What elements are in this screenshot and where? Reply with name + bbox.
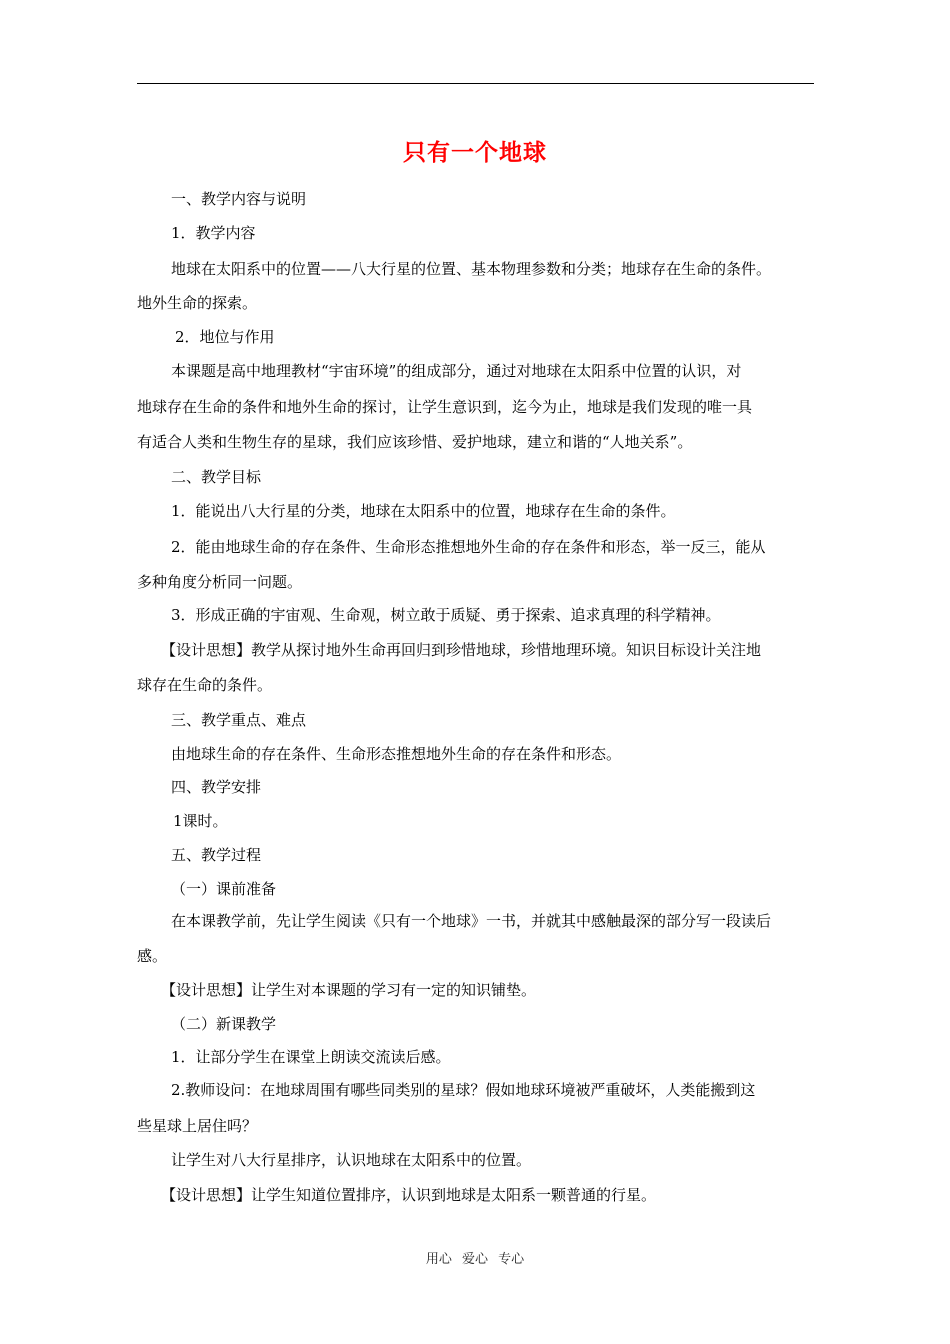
sub-heading: 2．地位与作用 bbox=[175, 328, 275, 346]
paragraph-line: 本课题是高中地理教材“宇宙环境”的组成部分，通过对地球在太阳系中位置的认识，对 bbox=[171, 362, 742, 380]
section-heading: 五、教学过程 bbox=[171, 846, 262, 864]
paragraph-line: 2．能由地球生命的存在条件、生命形态推想地外生命的存在条件和形态，举一反三，能从 bbox=[171, 538, 766, 556]
design-note: 【设计思想】让学生对本课题的学习有一定的知识铺垫。 bbox=[161, 981, 537, 999]
section-heading: 四、教学安排 bbox=[171, 778, 262, 796]
paragraph-line: 地球存在生命的条件和地外生命的探讨，让学生意识到，迄今为止，地球是我们发现的唯一具 bbox=[137, 398, 753, 416]
design-note: 【设计思想】让学生知道位置排序，认识到地球是太阳系一颗普通的行星。 bbox=[161, 1186, 657, 1204]
paragraph-line: 由地球生命的存在条件、生命形态推想地外生命的存在条件和形态。 bbox=[171, 745, 622, 763]
design-note: 球存在生命的条件。 bbox=[137, 676, 273, 694]
document-title: 只有一个地球 bbox=[403, 140, 547, 166]
sub-heading: （二）新课教学 bbox=[171, 1015, 277, 1033]
paragraph-line: 1．能说出八大行星的分类，地球在太阳系中的位置，地球存在生命的条件。 bbox=[171, 502, 676, 520]
sub-heading: 1．教学内容 bbox=[171, 224, 256, 242]
paragraph-line: 感。 bbox=[137, 947, 168, 965]
header-rule bbox=[137, 83, 814, 84]
paragraph-line: 多种角度分析同一问题。 bbox=[137, 573, 303, 591]
paragraph-line: 1．让部分学生在课堂上朗读交流读后感。 bbox=[171, 1048, 451, 1066]
paragraph-line: 3．形成正确的宇宙观、生命观，树立敢于质疑、勇于探索、追求真理的科学精神。 bbox=[171, 606, 721, 624]
section-heading: 二、教学目标 bbox=[171, 468, 262, 486]
section-heading: 一、教学内容与说明 bbox=[171, 190, 307, 208]
paragraph-line: 地球在太阳系中的位置——八大行星的位置、基本物理参数和分类；地球存在生命的条件。 bbox=[171, 260, 772, 278]
design-note: 【设计思想】教学从探讨地外生命再回归到珍惜地球，珍惜地理环境。知识目标设计关注地 bbox=[161, 641, 762, 659]
paragraph-line: 让学生对八大行星排序，认识地球在太阳系中的位置。 bbox=[171, 1151, 532, 1169]
paragraph-line: 有适合人类和生物生存的星球，我们应该珍惜、爱护地球，建立和谐的“人地关系”。 bbox=[137, 433, 693, 451]
paragraph-line: 些星球上居住吗？ bbox=[137, 1117, 258, 1135]
paragraph-line: 2.教师设问：在地球周围有哪些同类别的星球？假如地球环境被严重破坏，人类能搬到这 bbox=[171, 1081, 756, 1099]
page-footer: 用心 爱心 专心 bbox=[425, 1252, 525, 1267]
paragraph-line: 地外生命的探索。 bbox=[137, 294, 258, 312]
paragraph-line: 在本课教学前，先让学生阅读《只有一个地球》一书，并就其中感触最深的部分写一段读后 bbox=[171, 912, 772, 930]
sub-heading: （一）课前准备 bbox=[171, 880, 277, 898]
section-heading: 三、教学重点、难点 bbox=[171, 711, 307, 729]
paragraph-line: 1课时。 bbox=[173, 812, 228, 830]
